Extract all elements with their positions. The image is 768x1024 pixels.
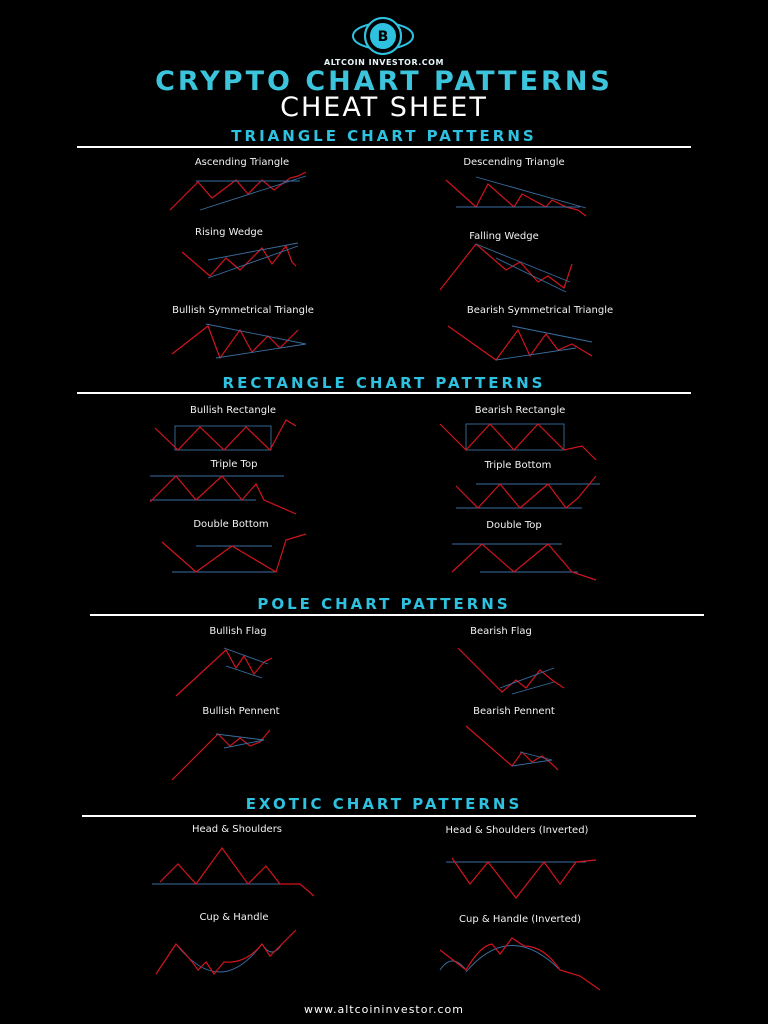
bearish-flag-diagram <box>458 648 564 694</box>
pattern-label: Triple Top <box>210 459 258 470</box>
triple-top-diagram <box>150 476 296 514</box>
pattern-label: Falling Wedge <box>469 231 539 242</box>
svg-text:B: B <box>377 29 389 45</box>
cup-and-handle-diagram <box>156 930 296 974</box>
bullish-rectangle-diagram <box>155 420 296 450</box>
section-title-pole: POLE CHART PATTERNS <box>257 595 511 613</box>
pattern-label: Ascending Triangle <box>194 157 290 168</box>
pattern-label: Double Bottom <box>193 519 269 530</box>
pattern-label: Bullish Symmetrical Triangle <box>172 305 314 316</box>
pattern-label: Triple Bottom <box>484 460 552 471</box>
footer-url[interactable]: www.altcoininvestor.com <box>304 1003 464 1016</box>
pattern-label: Bullish Pennent <box>202 706 280 717</box>
brand-name: ALTCOIN INVESTOR.COM <box>324 58 444 67</box>
pattern-label: Head & Shoulders <box>191 824 283 835</box>
pattern-label: Bearish Rectangle <box>474 405 566 416</box>
pattern-label: Bearish Flag <box>470 626 532 637</box>
rising-wedge-diagram <box>182 243 298 278</box>
bearish-pennent-diagram <box>466 726 558 770</box>
descending-triangle-diagram <box>446 177 586 216</box>
head-and-shoulders-inverted-diagram <box>446 858 596 898</box>
triple-bottom-diagram <box>456 476 600 508</box>
page-subtitle: CHEAT SHEET <box>280 92 488 123</box>
bullish-symmetrical-triangle-diagram <box>172 324 306 358</box>
ascending-triangle-diagram <box>170 172 306 210</box>
pattern-label: Bullish Rectangle <box>189 405 277 416</box>
pattern-label: Bullish Flag <box>209 626 267 637</box>
pattern-label: Descending Triangle <box>463 157 565 168</box>
cup-and-handle-inverted-diagram <box>440 938 600 990</box>
pattern-label: Bearish Pennent <box>473 706 555 717</box>
pattern-label: Cup & Handle <box>199 912 269 923</box>
bearish-symmetrical-triangle-diagram <box>448 326 592 360</box>
pattern-label: Rising Wedge <box>195 227 263 238</box>
bullish-pennent-diagram <box>172 730 270 780</box>
falling-wedge-diagram <box>440 244 572 292</box>
double-top-diagram <box>452 544 596 580</box>
pattern-label: Head & Shoulders (Inverted) <box>445 825 589 836</box>
head-and-shoulders-diagram <box>152 848 314 896</box>
section-title-rectangle: RECTANGLE CHART PATTERNS <box>222 374 546 392</box>
bearish-rectangle-diagram <box>440 424 596 460</box>
pattern-label: Cup & Handle (Inverted) <box>459 914 581 925</box>
section-title-exotic: EXOTIC CHART PATTERNS <box>245 795 523 813</box>
pattern-label: Double Top <box>486 520 542 531</box>
pattern-label: Bearish Symmetrical Triangle <box>466 305 614 316</box>
double-bottom-diagram <box>162 534 306 572</box>
section-title-triangle: TRIANGLE CHART PATTERNS <box>231 127 537 145</box>
page-title: CRYPTO CHART PATTERNS <box>155 66 613 97</box>
bullish-flag-diagram <box>176 648 272 696</box>
